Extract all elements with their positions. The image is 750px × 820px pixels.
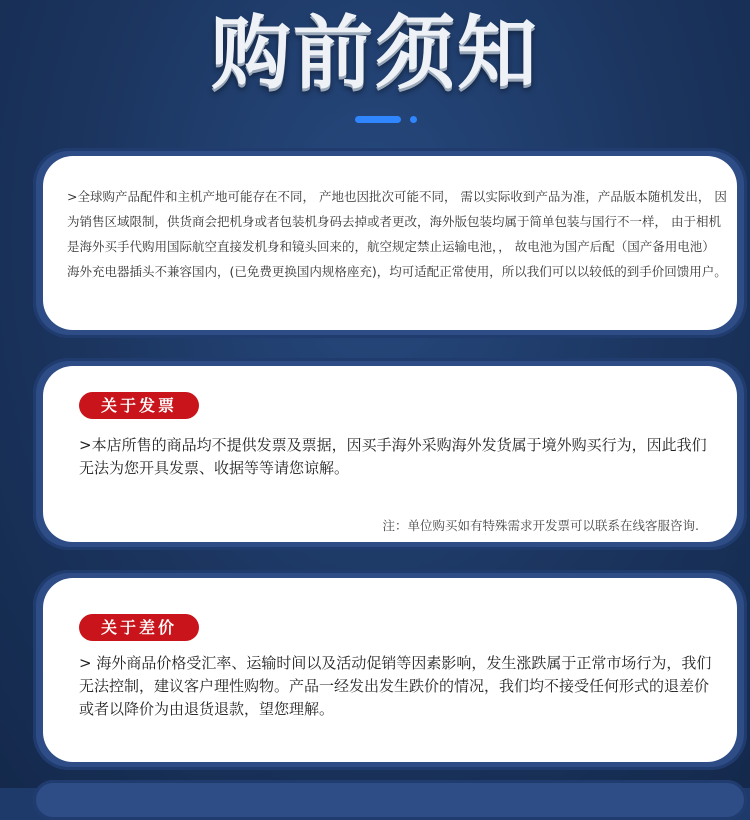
invoice-tag: 关于发票: [79, 392, 199, 419]
invoice-text: >本店所售的商品均不提供发票及票据，因买手海外采购海外发货属于境外购买行为，因此我们无法为您开具发票、收据等等请您谅解。: [79, 436, 707, 477]
next-section-frame: [33, 780, 747, 820]
invoice-section-frame: [33, 358, 747, 550]
page-title: 购前须知: [211, 7, 539, 100]
title-underline-bar: [355, 116, 401, 123]
general-notice-frame: [33, 148, 747, 338]
title-underline-dot: [410, 116, 417, 123]
price-tag: 关于差价: [79, 614, 199, 641]
price-section-card: [43, 578, 737, 762]
general-notice-card: [43, 156, 737, 330]
price-section-frame: [33, 570, 747, 770]
invoice-section-card: [43, 366, 737, 542]
price-text: > 海外商品价格受汇率、运输时间以及活动促销等因素影响，发生涨跌属于正常市场行为，我们无法控制，建议客户理性购物。产品一经发出发生跌价的情况，我们均不接受任何形式的退差价或者以降价为由退货退款，望您理解。: [79, 654, 712, 718]
invoice-note: 注：单位购买如有特殊需求开发票可以联系在线客服咨询.: [382, 518, 699, 533]
general-notice-text: >全球购产品配件和主机产地可能存在不同， 产地也因批次可能不同， 需以实际收到产品为准，产品版本随机发出， 因为销售区域限制，供货商会把机身或者包装机身码去掉或者更改，海外版包装均属于简单包装与国行不一样， 由于相机是海外买手代购用国际航空直接发机身和镜头回来的，航空规定禁止运输电池，， 故电池为国产后配（国产备用电池）海外充电器插头不兼容国内，(已免费更换国内规格座充)，均可适配正常使用，所以我们可以以较低的到手价回馈用户。: [67, 189, 727, 279]
